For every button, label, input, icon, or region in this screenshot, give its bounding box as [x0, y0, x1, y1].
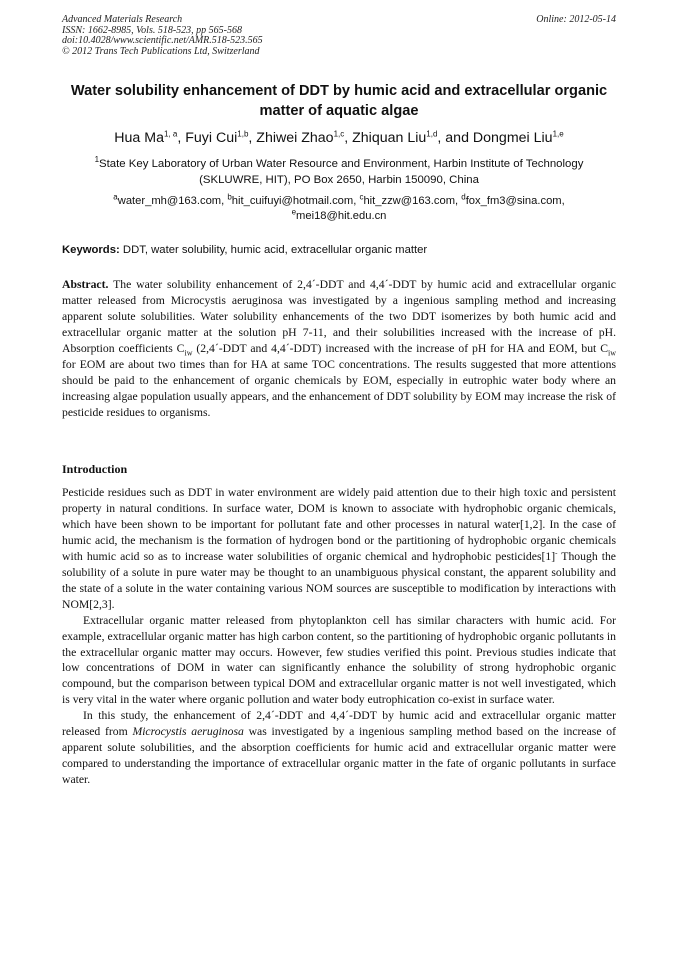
- author-separator: ,: [177, 130, 186, 146]
- copyright-line: © 2012 Trans Tech Publications Ltd, Switzerland: [62, 45, 260, 57]
- author-name: Fuyi Cui: [185, 130, 238, 146]
- author-affil-mark: 1,e: [552, 129, 564, 139]
- journal-header: [62, 15, 616, 57]
- email-separator: ,: [353, 195, 360, 207]
- section-heading-introduction: Introduction: [62, 462, 128, 476]
- email-separator: ,: [561, 195, 565, 207]
- intro-paragraph: Extracellular organic matter released from phytoplankton cell has similar characters with humic acid. For example, extracellular organic matter has high carbon content, so the partitioning of hydrophobic organic pollutants in the extracellular organic matter may occurs. However, few studies verified this point. Previous studies indicate that low concentrations of DOM in water can significantly enhance the solubility of strong hydrophobic organic compound, but the comparison between typical DOM and extracellular organic matter is not well investigated, which is very vital in the water where organic pollution and water body eutrophication co-exist in surface water.: [62, 613, 616, 707]
- author-name: Hua Ma: [114, 130, 164, 146]
- intro-text: Though the solubility of a solute in pure water may be thought to an unambiguous physical constant, the apparent solubility and the state of a solute in the water containing various NOM sources are susceptible to modification by interactions with NOM[2,3].: [62, 549, 616, 611]
- author-name: Zhiquan Liu: [352, 130, 427, 146]
- author-affil-mark: 1,b: [237, 129, 249, 139]
- introduction-body: [62, 485, 616, 788]
- abstract: [62, 277, 616, 421]
- abstract-subscript: iw: [184, 348, 193, 358]
- email-mark: d: [461, 192, 466, 202]
- email-list: [62, 194, 616, 223]
- abstract-text: (2,4´-DDT and 4,4´-DDT) increased with the increase of pH for HA and EOM, but C: [192, 341, 608, 355]
- intro-text: was investigated by a ingenious sampling method based on the increase of apparent solute solubilities, and the absorption coefficients for humic acid and extracellular organic matter were compared to understanding the importance of extracellular organic matter in the fate of organic pollutants in surface water.: [62, 725, 617, 787]
- email-mark: a: [113, 192, 118, 202]
- abstract-text: The water solubility enhancement of 2,4´-DDT and 4,4´-DDT by humic acid and extracellular organic matter released from Microcystis aeruginosa was investigated by a ingenious sampling method and increasing apparent solute solubilities. Water solubility enhancements of the two DDT isomerizes by both humic acid and extracellular organic matter at the solution pH 7-11, and their solubilities increased with the increase of pH. Absorption coefficients C: [62, 278, 616, 355]
- email-mark: c: [359, 192, 364, 202]
- journal-name: Advanced Materials Research: [62, 14, 183, 25]
- intro-superscript: -: [555, 548, 558, 557]
- keywords: [62, 243, 616, 258]
- intro-paragraph: [62, 708, 616, 788]
- issn-line: ISSN: 1662-8985, Vols. 518-523, pp 565-568: [62, 24, 242, 36]
- email-link[interactable]: water_mh@163.com: [117, 195, 222, 207]
- intro-paragraph: [62, 485, 616, 613]
- author-affil-mark: 1,c: [333, 129, 345, 139]
- author-separator: ,: [248, 130, 257, 146]
- email-link[interactable]: hit_zzw@163.com: [363, 195, 456, 207]
- intro-text: In this study, the enhancement of 2,4´-DDT and 4,4´-DDT by humic acid and extracellular organic matter released from: [62, 709, 616, 739]
- abstract-text: for EOM are about two times than for HA at same TOC concentrations. The results suggested that more attentions should be paid to the enhancement of organic chemicals by EOM, especially in eutrophic water body where an increasing algae population usually appears, and the enhancement of DDT solubility by EOM may increase the risk of pesticide residues to organisms.: [62, 357, 616, 419]
- author-affil-mark: 1, a: [163, 129, 178, 139]
- email-link[interactable]: hit_cuifuyi@hotmail.com: [231, 195, 354, 207]
- author-affil-mark: 1,d: [426, 129, 438, 139]
- email-mark: b: [227, 192, 232, 202]
- keywords-text: DDT, water solubility, humic acid, extracellular organic matter: [119, 244, 428, 256]
- affiliation-mark: 1: [94, 155, 100, 165]
- author-separator: ,: [344, 130, 353, 146]
- author-list: [62, 129, 616, 147]
- intro-species-name: Microcystis aeruginosa: [132, 725, 244, 739]
- intro-text: Pesticide residues such as DDT in water environment are widely paid attention due to their high toxic and persistent property in natural conditions. In surface water, DOM is known to associate with hydrophobic organic chemicals, which have been shown to be important for pollutant fate and other processes in natural water[1,2]. In the case of humic acid, the mechanism is the formation of hydrogen bond or the partitioning of hydrophobic organic chemicals with humic acid so as to increase water solubilities of organic chemical and hydrophobic pesticides[1]: [62, 486, 616, 563]
- affiliation-text: State Key Laboratory of Urban Water Resource and Environment, Harbin Institute of Technology (SKLUWRE, HIT), PO Box 2650, Harbin 150090, China: [99, 158, 584, 186]
- abstract-subscript: iw: [608, 348, 616, 358]
- online-date: Online: 2012-05-14: [536, 14, 616, 25]
- email-link[interactable]: mei18@hit.edu.cn: [296, 209, 387, 222]
- email-mark: e: [291, 206, 297, 216]
- author-name: Dongmei Liu: [472, 130, 553, 146]
- author-separator: , and: [437, 130, 473, 146]
- paper-title: Water solubility enhancement of DDT by humic acid and extracellular organic matter of aquatic algae: [70, 83, 608, 119]
- doi-line: doi:10.4028/www.scientific.net/AMR.518-523.565: [62, 35, 263, 47]
- email-separator: ,: [455, 195, 462, 207]
- abstract-label: Abstract.: [62, 278, 109, 291]
- email-link[interactable]: fox_fm3@sina.com: [465, 195, 562, 207]
- author-name: Zhiwei Zhao: [256, 130, 334, 146]
- email-separator: ,: [221, 195, 228, 207]
- affiliation: [62, 156, 616, 188]
- keywords-label: Keywords:: [62, 244, 120, 256]
